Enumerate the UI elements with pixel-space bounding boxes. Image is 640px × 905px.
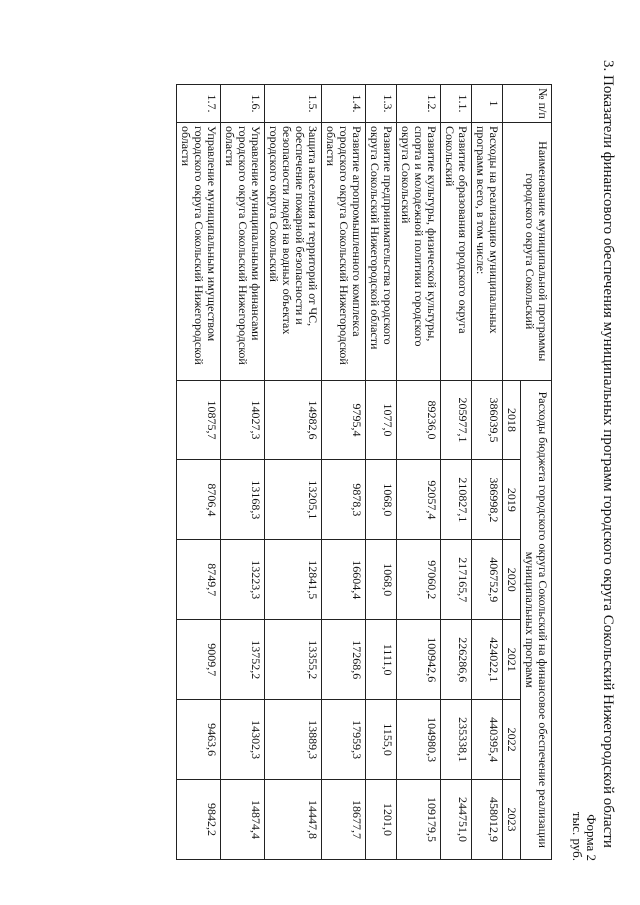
value-cell: 13205,1 <box>265 460 322 540</box>
value-cell: 1111,0 <box>366 620 397 700</box>
row-number: 1.1. <box>441 85 472 123</box>
header-row-top <box>521 85 552 860</box>
value-cell: 205977,1 <box>441 380 472 460</box>
value-cell: 210827,1 <box>441 460 472 540</box>
value-cell: 97060,2 <box>397 540 441 620</box>
value-cell: 9463,6 <box>177 700 221 780</box>
value-cell: 9009,7 <box>177 620 221 700</box>
form-label-block <box>570 812 598 861</box>
value-cell: 10875,7 <box>177 380 221 460</box>
value-cell: 226286,6 <box>441 620 472 700</box>
table-row <box>265 85 322 860</box>
row-number: 1.5. <box>265 85 322 123</box>
value-cell: 12841,5 <box>265 540 322 620</box>
value-cell: 1068,0 <box>366 540 397 620</box>
value-cell: 16604,4 <box>322 540 366 620</box>
value-cell: 89236,0 <box>397 380 441 460</box>
value-cell: 1155,0 <box>366 700 397 780</box>
table-row <box>221 85 265 860</box>
row-number: 1.3. <box>366 85 397 123</box>
value-cell: 440395,4 <box>472 700 503 780</box>
program-name: Развитие культуры, физической культуры, спорта и молодежной политики городского округа Сокольский <box>397 122 441 380</box>
value-cell: 18677,7 <box>322 780 366 860</box>
value-cell: 235338,1 <box>441 700 472 780</box>
program-name: Развитие предпринимательства городского округа Сокольский Нижегородской области <box>366 122 397 380</box>
value-cell: 14447,8 <box>265 780 322 860</box>
value-cell: 458012,9 <box>472 780 503 860</box>
header-budget: Расходы бюджета городского округа Сокольский на финансовое обеспечение реализации муниципальных программ <box>521 380 552 859</box>
header-year: 2023 <box>503 780 521 860</box>
row-number: 1.7. <box>177 85 221 123</box>
header-year: 2018 <box>503 380 521 460</box>
program-name: Защита населения и территорий от ЧС, обеспечение пожарной безопасности и безопасности людей на водных объектах городского округа Сокольский <box>265 122 322 380</box>
value-cell: 386998,2 <box>472 460 503 540</box>
value-cell: 1201,0 <box>366 780 397 860</box>
header-year: 2020 <box>503 540 521 620</box>
row-number: 1.2. <box>397 85 441 123</box>
value-cell: 1077,0 <box>366 380 397 460</box>
value-cell: 100942,6 <box>397 620 441 700</box>
table-row <box>441 85 472 860</box>
program-name: Развитие образования городского округа Сокольский <box>441 122 472 380</box>
value-cell: 14874,4 <box>221 780 265 860</box>
program-name: Развитие агропромышленного комплекса городского округа Сокольский Нижегородской области <box>322 122 366 380</box>
header-no: № п/п <box>503 85 552 123</box>
value-cell: 13223,3 <box>221 540 265 620</box>
row-number: 1.4. <box>322 85 366 123</box>
value-cell: 9878,3 <box>322 460 366 540</box>
financing-table <box>176 84 552 860</box>
value-cell: 109179,5 <box>397 780 441 860</box>
value-cell: 17959,3 <box>322 700 366 780</box>
value-cell: 14027,3 <box>221 380 265 460</box>
table-row <box>366 85 397 860</box>
value-cell: 8749,7 <box>177 540 221 620</box>
value-cell: 13168,3 <box>221 460 265 540</box>
form-label: Форма 2 <box>584 814 599 861</box>
value-cell: 92057,4 <box>397 460 441 540</box>
value-cell: 104980,3 <box>397 700 441 780</box>
table-row <box>397 85 441 860</box>
units-label: тыс. руб. <box>570 811 585 861</box>
table-row <box>177 85 221 860</box>
header-name: Наименование муниципальной программы городского округа Сокольский <box>503 122 552 380</box>
value-cell: 244751,0 <box>441 780 472 860</box>
value-cell: 406752,9 <box>472 540 503 620</box>
value-cell: 9795,4 <box>322 380 366 460</box>
header-year: 2021 <box>503 620 521 700</box>
document-title: 3. Показатели финансового обеспечения муниципальных программ городского округа Сокольский Нижегородской области <box>600 60 616 848</box>
value-cell: 13355,2 <box>265 620 322 700</box>
value-cell: 217165,7 <box>441 540 472 620</box>
header-year: 2019 <box>503 460 521 540</box>
row-number: 1 <box>472 85 503 123</box>
value-cell: 13889,3 <box>265 700 322 780</box>
value-cell: 9842,2 <box>177 780 221 860</box>
value-cell: 386039,5 <box>472 380 503 460</box>
row-number: 1.6. <box>221 85 265 123</box>
program-name: Управление муниципальным имуществом городского округа Сокольский Нижегородской области <box>177 122 221 380</box>
value-cell: 14982,6 <box>265 380 322 460</box>
table-row <box>472 85 503 860</box>
table-row <box>322 85 366 860</box>
value-cell: 8706,4 <box>177 460 221 540</box>
value-cell: 17268,6 <box>322 620 366 700</box>
program-name: Расходы на реализацию муниципальных программ всего, в том числе: <box>472 122 503 380</box>
value-cell: 424022,1 <box>472 620 503 700</box>
program-name: Управление муниципальными финансами городского округа Сокольский Нижегородской области <box>221 122 265 380</box>
value-cell: 13752,2 <box>221 620 265 700</box>
value-cell: 1068,0 <box>366 460 397 540</box>
value-cell: 14302,3 <box>221 700 265 780</box>
header-year: 2022 <box>503 700 521 780</box>
